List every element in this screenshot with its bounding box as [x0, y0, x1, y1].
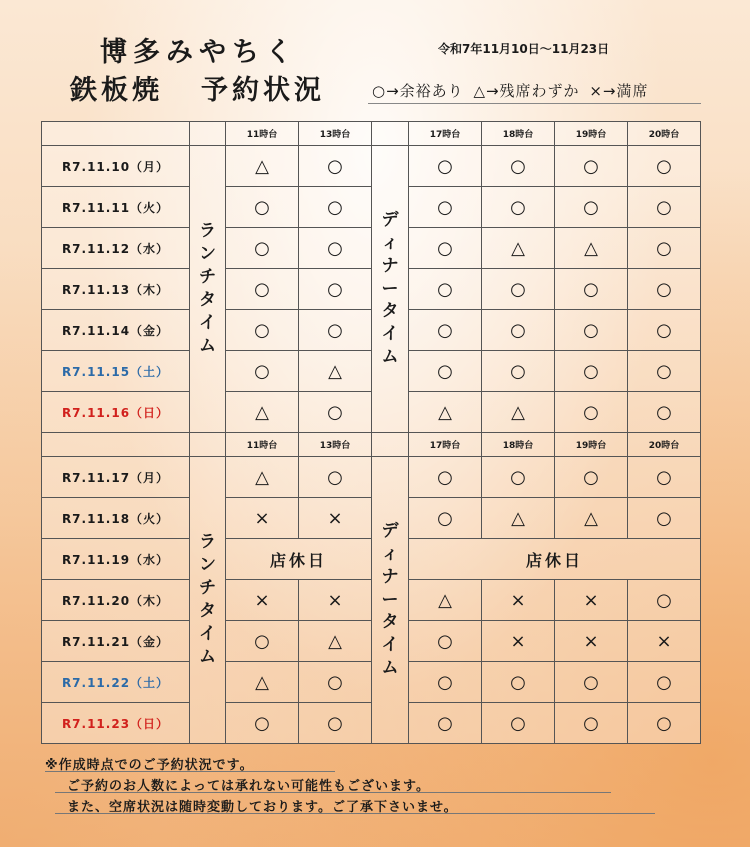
title-yoyaku-joukyou: 予約状況 [201, 75, 325, 106]
dinner-status-cell: ○ [482, 457, 555, 498]
lunch-status-cell: ○ [299, 310, 372, 351]
table-row [42, 392, 701, 433]
table-row [42, 539, 701, 580]
table-row [42, 703, 701, 744]
dinner-status-cell: ○ [409, 228, 482, 269]
table-row [42, 228, 701, 269]
date-cell: R7.11.11（火） [42, 187, 190, 228]
slot-header-row [42, 433, 701, 457]
date-cell: R7.11.12（水） [42, 228, 190, 269]
date-cell: R7.11.18（火） [42, 498, 190, 539]
dinner-status-cell: △ [555, 228, 628, 269]
lunch-status-cell: × [299, 580, 372, 621]
lunch-status-cell: ○ [299, 228, 372, 269]
dinner-status-cell: ○ [482, 269, 555, 310]
dinner-time-text: ディナータイム [381, 209, 399, 368]
table-row [42, 351, 701, 392]
dinner-status-cell: ○ [482, 310, 555, 351]
lunch-time-label [190, 457, 226, 744]
lunch-time-label [190, 146, 226, 433]
note-line-1: ※作成時点でのご予約状況です。 [45, 758, 254, 773]
lunch-slot-header: 13時台 [299, 433, 372, 457]
date-cell: R7.11.15（土） [42, 351, 190, 392]
dinner-status-cell: × [482, 621, 555, 662]
lunch-status-cell: × [226, 580, 299, 621]
period-text: 令和7年11月10日～11月23日 [438, 42, 610, 56]
header-blank [42, 433, 190, 457]
dinner-status-cell: ○ [409, 187, 482, 228]
dinner-status-cell: × [555, 580, 628, 621]
lunch-status-cell: × [226, 498, 299, 539]
table-row [42, 457, 701, 498]
date-cell: R7.11.22（土） [42, 662, 190, 703]
dinner-status-cell: ○ [555, 187, 628, 228]
dinner-status-cell: ○ [628, 457, 701, 498]
dinner-slot-header: 18時台 [482, 433, 555, 457]
dinner-time-text: ディナータイム [381, 520, 399, 679]
dinner-status-cell: ○ [628, 392, 701, 433]
lunch-status-cell: ○ [299, 392, 372, 433]
lunch-status-cell: △ [226, 146, 299, 187]
lunch-time-text: ランチタイム [199, 532, 216, 667]
note-line-3: また、空席状況は随時変動しております。ご了承下さいませ。 [67, 800, 458, 815]
dinner-status-cell: △ [555, 498, 628, 539]
lunch-slot-header: 11時台 [226, 433, 299, 457]
dinner-status-cell: ○ [628, 498, 701, 539]
date-cell: R7.11.21（金） [42, 621, 190, 662]
dinner-slot-header: 17時台 [409, 433, 482, 457]
dinner-status-cell: ○ [409, 662, 482, 703]
dinner-status-cell: ○ [482, 351, 555, 392]
dinner-status-cell: △ [409, 392, 482, 433]
dinner-status-cell: ○ [409, 310, 482, 351]
dinner-slot-header: 20時台 [628, 122, 701, 146]
dinner-status-cell: ○ [628, 351, 701, 392]
lunch-status-cell: ○ [299, 703, 372, 744]
lunch-time-text: ランチタイム [199, 221, 216, 356]
dinner-slot-header: 17時台 [409, 122, 482, 146]
table-row [42, 187, 701, 228]
header-blank [190, 122, 226, 146]
table-row [42, 269, 701, 310]
dinner-status-cell: ○ [409, 703, 482, 744]
date-cell: R7.11.17（月） [42, 457, 190, 498]
legend-full: ×→満席 [589, 82, 649, 100]
dinner-time-label [372, 457, 409, 744]
dinner-status-cell: × [628, 621, 701, 662]
lunch-status-cell: ○ [299, 662, 372, 703]
lunch-status-cell: ○ [226, 228, 299, 269]
dinner-status-cell: ○ [482, 662, 555, 703]
dinner-status-cell: × [555, 621, 628, 662]
date-cell: R7.11.16（日） [42, 392, 190, 433]
closed-cell: 店休日 [226, 539, 372, 580]
dinner-status-cell: ○ [409, 457, 482, 498]
table-row [42, 146, 701, 187]
date-cell: R7.11.13（木） [42, 269, 190, 310]
lunch-status-cell: ○ [299, 269, 372, 310]
dinner-status-cell: ○ [628, 662, 701, 703]
date-cell: R7.11.23（日） [42, 703, 190, 744]
dinner-status-cell: ○ [409, 498, 482, 539]
table-row [42, 498, 701, 539]
dinner-status-cell: ○ [555, 351, 628, 392]
lunch-status-cell: △ [299, 351, 372, 392]
dinner-status-cell: ○ [555, 392, 628, 433]
lunch-status-cell: ○ [299, 457, 372, 498]
dinner-slot-header: 19時台 [555, 122, 628, 146]
header-blank [190, 433, 226, 457]
legend [372, 80, 652, 101]
dinner-status-cell: △ [482, 498, 555, 539]
lunch-slot-header: 13時台 [299, 122, 372, 146]
closed-cell: 店休日 [409, 539, 701, 580]
note-underline-1 [45, 771, 335, 772]
date-cell: R7.11.20（木） [42, 580, 190, 621]
date-cell: R7.11.14（金） [42, 310, 190, 351]
dinner-status-cell: △ [409, 580, 482, 621]
dinner-status-cell: ○ [409, 146, 482, 187]
dinner-status-cell: ○ [555, 310, 628, 351]
dinner-status-cell: ○ [628, 269, 701, 310]
legend-available: ○→余裕あり [372, 82, 464, 100]
dinner-status-cell: ○ [628, 310, 701, 351]
table-row [42, 621, 701, 662]
lunch-status-cell: ○ [226, 187, 299, 228]
header-blank [372, 433, 409, 457]
dinner-status-cell: ○ [555, 146, 628, 187]
dinner-status-cell: ○ [628, 146, 701, 187]
lunch-status-cell: ○ [226, 310, 299, 351]
dinner-status-cell: ○ [628, 187, 701, 228]
dinner-time-label [372, 146, 409, 433]
lunch-status-cell: △ [226, 392, 299, 433]
table-row [42, 662, 701, 703]
dinner-status-cell: ○ [409, 351, 482, 392]
dinner-status-cell: ○ [628, 580, 701, 621]
dinner-status-cell: ○ [482, 146, 555, 187]
dinner-status-cell: ○ [628, 703, 701, 744]
dinner-status-cell: △ [482, 228, 555, 269]
dinner-status-cell: ○ [482, 703, 555, 744]
note-underline-3 [55, 813, 655, 814]
lunch-status-cell: △ [226, 457, 299, 498]
legend-few-seats: △→残席わずか [473, 82, 580, 100]
slot-header-row [42, 122, 701, 146]
dinner-slot-header: 19時台 [555, 433, 628, 457]
lunch-status-cell: △ [226, 662, 299, 703]
dinner-status-cell: ○ [555, 703, 628, 744]
note-underline-2 [55, 792, 611, 793]
title-restaurant-name: 博多みやちく [100, 37, 298, 68]
dinner-status-cell: ○ [555, 269, 628, 310]
dinner-status-cell: × [482, 580, 555, 621]
lunch-status-cell: ○ [226, 621, 299, 662]
title-reservation-status [70, 68, 325, 107]
note-line-2: ご予約のお人数によっては承れない可能性もございます。 [67, 779, 430, 794]
reservation-table [41, 121, 701, 744]
date-cell: R7.11.10（月） [42, 146, 190, 187]
lunch-status-cell: × [299, 498, 372, 539]
lunch-status-cell: ○ [226, 351, 299, 392]
lunch-status-cell: △ [299, 621, 372, 662]
lunch-status-cell: ○ [226, 269, 299, 310]
dinner-slot-header: 20時台 [628, 433, 701, 457]
dinner-slot-header: 18時台 [482, 122, 555, 146]
dinner-status-cell: ○ [555, 457, 628, 498]
header-blank [42, 122, 190, 146]
dinner-status-cell: ○ [555, 662, 628, 703]
table-row [42, 310, 701, 351]
lunch-status-cell: ○ [299, 187, 372, 228]
legend-underline [368, 103, 701, 104]
lunch-status-cell: ○ [299, 146, 372, 187]
date-cell: R7.11.19（水） [42, 539, 190, 580]
dinner-status-cell: ○ [482, 187, 555, 228]
table-row [42, 580, 701, 621]
title-teppanyaki: 鉄板焼 [70, 75, 163, 106]
dinner-status-cell: ○ [409, 621, 482, 662]
dinner-status-cell: ○ [409, 269, 482, 310]
header-blank [372, 122, 409, 146]
lunch-status-cell: ○ [226, 703, 299, 744]
lunch-slot-header: 11時台 [226, 122, 299, 146]
dinner-status-cell: △ [482, 392, 555, 433]
dinner-status-cell: ○ [628, 228, 701, 269]
